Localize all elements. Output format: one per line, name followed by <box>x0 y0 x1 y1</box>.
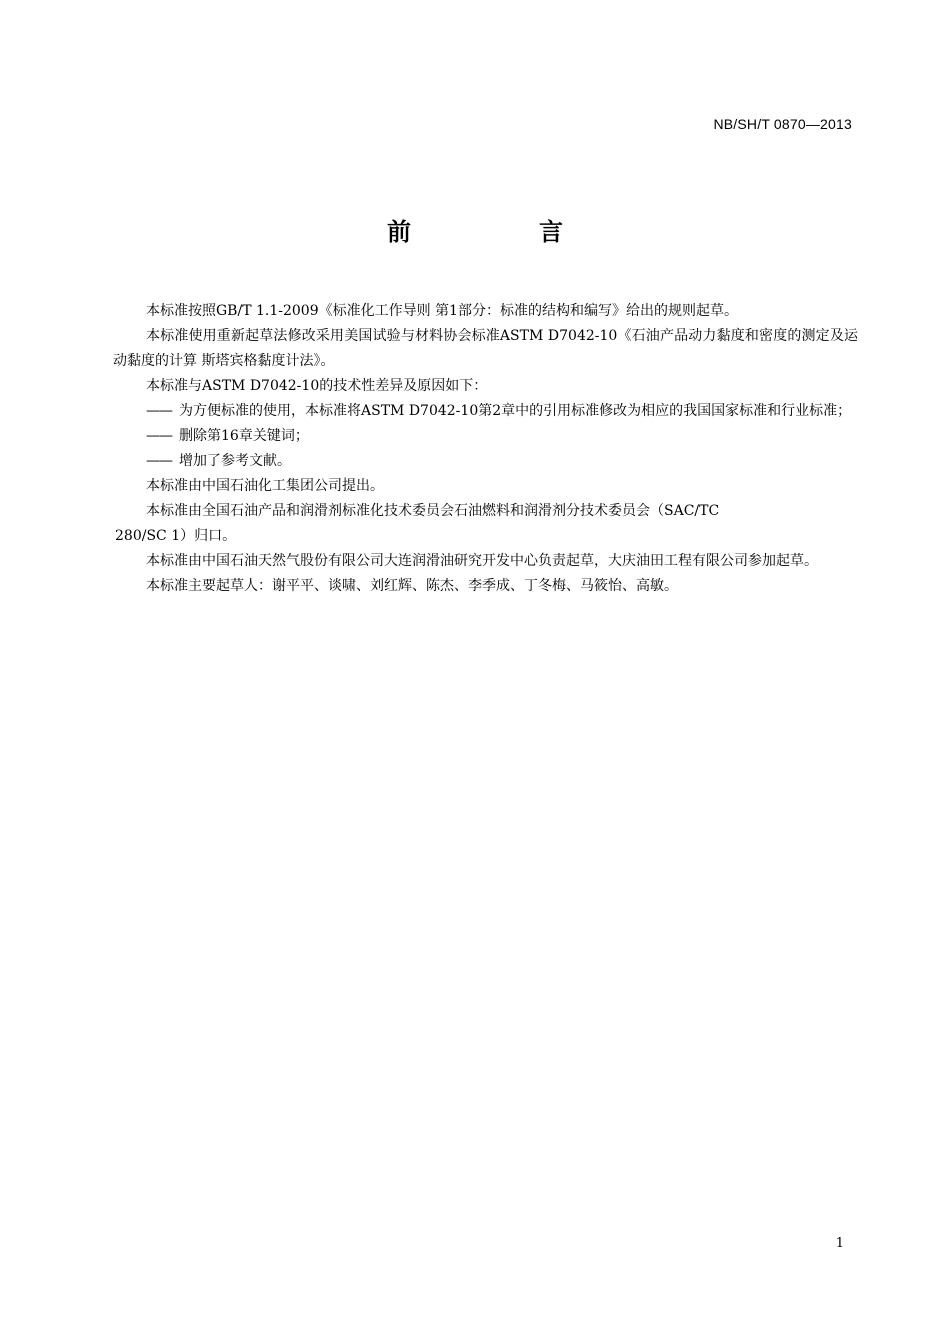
list-item-difference-2 <box>113 424 858 449</box>
list-item-text: 删除第16章关键词； <box>179 428 309 444</box>
list-item-text: 增加了参考文献。 <box>179 453 291 469</box>
dash-marker: —— <box>146 428 172 444</box>
paragraph-drafting-organizations: 本标准由中国石油天然气股份有限公司大连润滑油研究开发中心负责起草，大庆油田工程有限公司参加起草。 <box>146 553 818 569</box>
paragraph-proposer: 本标准由中国石油化工集团公司提出。 <box>146 478 384 494</box>
dash-marker: —— <box>146 453 172 469</box>
committee-line-1: 本标准由全国石油产品和润滑剂标准化技术委员会石油燃料和润滑剂分技术委员会（SAC/TC <box>146 503 720 519</box>
page-title: 前 言 <box>387 218 615 246</box>
foreword-body <box>113 299 858 599</box>
standard-code-header: NB/SH/T 0870—2013 <box>713 116 852 132</box>
committee-line-2: 280/SC 1）归口。 <box>115 528 237 544</box>
paragraph-differences-intro: 本标准与ASTM D7042-10的技术性差异及原因如下： <box>146 378 488 394</box>
list-item-difference-1 <box>113 399 858 424</box>
paragraph-adoption: 本标准使用重新起草法修改采用美国试验与材料协会标准ASTM D7042-10《石油产品动力黏度和密度的测定及运动黏度的计算 斯塔宾格黏度计法》。 <box>113 328 858 369</box>
list-item-text: 为方便标准的使用，本标准将ASTM D7042-10第2章中的引用标准修改为相应的我国国家标准和行业标准； <box>179 403 852 419</box>
dash-marker: —— <box>146 403 172 419</box>
page-number: 1 <box>835 1236 844 1251</box>
list-item-difference-3 <box>113 449 858 474</box>
paragraph-technical-committee <box>113 499 858 549</box>
paragraph-drafters: 本标准主要起草人：谢平平、谈啸、刘红辉、陈杰、李季成、丁冬梅、马筱怡、高敏。 <box>146 578 678 594</box>
paragraph-drafting-rules: 本标准按照GB/T 1.1-2009《标准化工作导则 第1部分：标准的结构和编写》给出的规则起草。 <box>146 303 738 319</box>
